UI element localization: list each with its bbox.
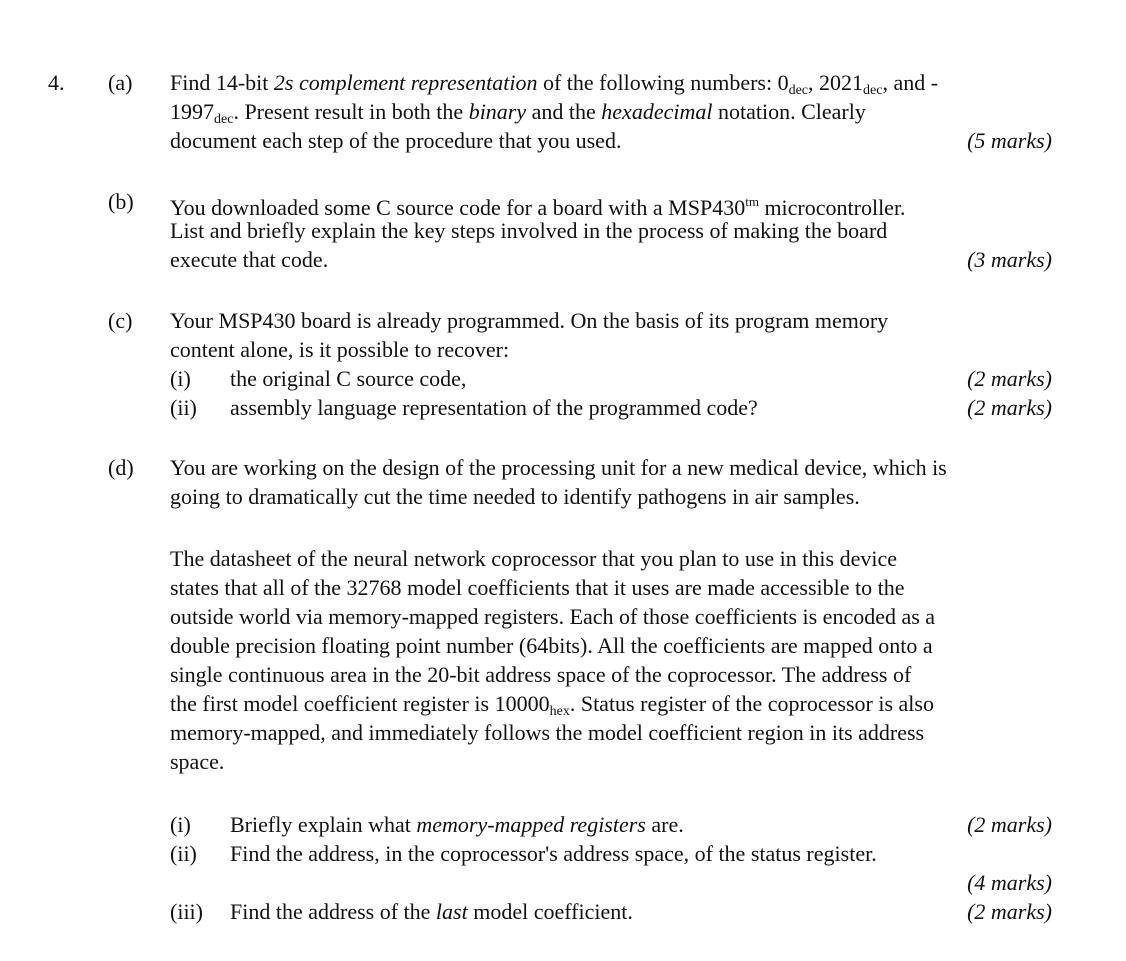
part-d-line-1: You are working on the design of the processing unit for a new medical device, which is (170, 455, 947, 480)
part-a-line-2: $1997_{dec}$. Present result in both the binary and the hexadecimal notation. Clearly (170, 99, 866, 127)
part-c-ii-text: assembly language representation of the programmed code? (230, 395, 758, 420)
part-a-marks: (5 marks) (967, 128, 1052, 153)
part-d-para-line-6: the first model coefficient register is $10000_{hex}$. Status register of the coprocessor is also (170, 691, 934, 719)
part-d-iii-marks: (2 marks) (967, 899, 1052, 924)
part-a-label: (a) (108, 70, 133, 95)
part-b-line-1: You downloaded some C source code for a board with a $MSP430^{tm}$ microcontroller. (170, 194, 906, 220)
part-c-label: (c) (108, 308, 133, 333)
part-d-ii-text: Find the address, in the coprocessor's address space, of the status register. (230, 841, 877, 866)
part-a-line-3: document each step of the procedure that you used. (170, 128, 622, 153)
part-b-label: (b) (108, 189, 134, 214)
part-d-line-2: going to dramatically cut the time needed to identify pathogens in air samples. (170, 484, 860, 509)
part-b-marks: (3 marks) (967, 247, 1052, 272)
part-d-para-line-3: outside world via memory-mapped registers. Each of those coefficients is encoded as a (170, 604, 936, 629)
part-c-line-1: Your MSP430 board is already programmed. On the basis of its program memory (170, 308, 889, 333)
part-d-para-line-8: space. (170, 749, 225, 774)
part-d-label: (d) (108, 455, 134, 480)
part-d-i-text: Briefly explain what memory-mapped registers are. (230, 812, 684, 837)
part-d-i-label: (i) (170, 812, 191, 837)
part-d-iii-text: Find the address of the last model coefficient. (230, 899, 633, 924)
part-d-ii-marks: (4 marks) (967, 870, 1052, 895)
part-a-line-1: Find 14-bit 2s complement representation of the following numbers: $0_{dec}$, $2021_{dec}$, and - (170, 70, 939, 98)
part-c-i-text: the original C source code, (230, 366, 467, 391)
part-c-line-2: content alone, is it possible to recover: (170, 337, 510, 362)
part-c-i-marks: (2 marks) (967, 366, 1052, 391)
part-c-ii-label: (ii) (170, 395, 197, 420)
part-c-i-label: (i) (170, 366, 191, 391)
part-d-para-line-4: double precision floating point number (64bits). All the coefficients are mapped onto a (170, 633, 933, 658)
part-d-iii-label: (iii) (170, 899, 203, 924)
part-b-line-3: execute that code. (170, 247, 329, 272)
part-d-para-line-5: single continuous area in the 20-bit address space of the coprocessor. The address of (170, 662, 912, 687)
question-number: 4. (48, 70, 65, 95)
part-d-i-marks: (2 marks) (967, 812, 1052, 837)
part-d-para-line-1: The datasheet of the neural network coprocessor that you plan to use in this device (170, 546, 897, 571)
part-d-para-line-2: states that all of the 32768 model coefficients that it uses are made accessible to the (170, 575, 905, 600)
part-d-ii-label: (ii) (170, 841, 197, 866)
part-b-line-2: List and briefly explain the key steps involved in the process of making the board (170, 218, 888, 243)
part-c-ii-marks: (2 marks) (967, 395, 1052, 420)
part-d-para-line-7: memory-mapped, and immediately follows the model coefficient region in its address (170, 720, 925, 745)
